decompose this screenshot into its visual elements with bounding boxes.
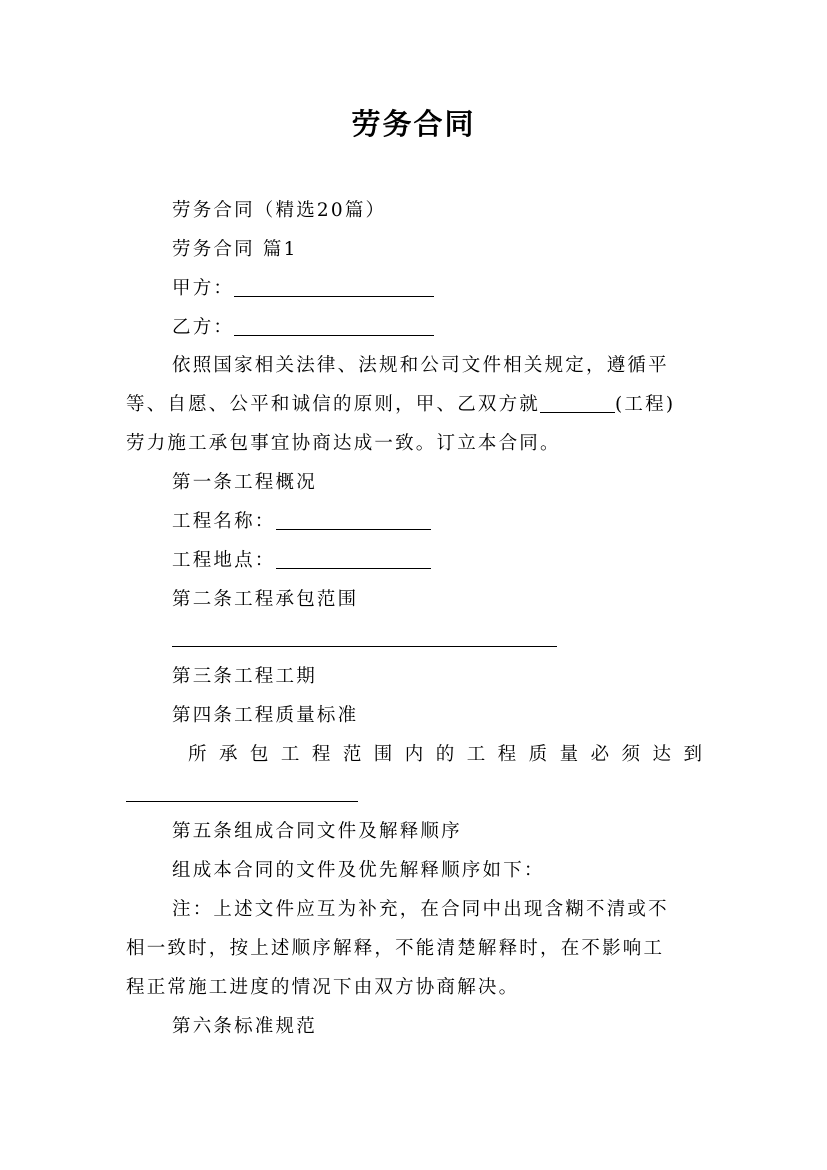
quality-blank-line <box>126 782 358 806</box>
document-title: 劳务合同 <box>351 107 476 141</box>
order-text: 组成本合同的文件及优先解释顺序如下： <box>172 860 545 881</box>
note-line-2 <box>126 937 664 961</box>
project-name-line <box>172 510 431 534</box>
project-name-label: 工程名称： <box>172 511 276 532</box>
project-site-line <box>172 549 431 573</box>
order-line <box>172 859 545 883</box>
scope-blank <box>172 628 557 647</box>
paragraph-text: 等、自愿、公平和诚信的原则，甲、乙双方就 <box>126 394 541 415</box>
paragraph-1-line-1 <box>172 354 669 378</box>
note-text: 注：上述文件应互为补充，在合同中出现含糊不清或不 <box>172 899 669 920</box>
note-text: 程正常施工进度的情况下由双方协商解决。 <box>126 977 520 998</box>
article-1-heading <box>172 471 317 495</box>
article-heading-text: 第五条组成合同文件及解释顺序 <box>172 821 462 842</box>
article-heading-text: 第四条工程质量标准 <box>172 705 359 726</box>
project-name-blank <box>276 511 431 530</box>
article-heading-text: 第六条标准规范 <box>172 1016 317 1037</box>
section-heading-text: 劳务合同 篇1 <box>172 239 298 260</box>
note-line-1 <box>172 898 669 922</box>
paragraph-1-line-3 <box>126 432 561 456</box>
article-3-heading <box>172 665 317 689</box>
article-2-heading <box>172 588 358 612</box>
article-heading-text: 第三条工程工期 <box>172 666 317 687</box>
article-4-heading <box>172 704 358 728</box>
subtitle-line <box>172 199 386 223</box>
quality-blank <box>126 783 358 802</box>
article-6-heading <box>172 1015 317 1039</box>
party-b-blank <box>234 317 434 336</box>
article-heading-text: 第一条工程概况 <box>172 472 317 493</box>
party-a-line <box>172 277 434 301</box>
project-blank <box>540 394 615 413</box>
note-text: 相一致时，按上述顺序解释，不能清楚解释时，在不影响工 <box>126 938 665 959</box>
scope-blank-line <box>172 627 557 651</box>
party-b-line <box>172 316 434 340</box>
party-a-blank <box>234 278 434 297</box>
paragraph-1-line-2 <box>126 393 675 417</box>
paragraph-text: 劳力施工承包事宜协商达成一致。订立本合同。 <box>126 433 561 454</box>
party-a-label: 甲方： <box>172 278 235 299</box>
article-heading-text: 第二条工程承包范围 <box>172 589 359 610</box>
project-site-blank <box>276 550 431 569</box>
section-heading <box>172 238 298 262</box>
note-line-3 <box>126 976 519 1000</box>
subtitle-text: 劳务合同（精选20篇） <box>172 200 387 221</box>
article-5-heading <box>172 820 462 844</box>
party-b-label: 乙方： <box>172 317 235 338</box>
project-site-label: 工程地点： <box>172 550 276 571</box>
quality-text: 所承包工程范围内的工程质量必须达到 <box>188 744 702 765</box>
quality-line <box>126 743 702 767</box>
paragraph-text: 依照国家相关法律、法规和公司文件相关规定，遵循平 <box>172 355 669 376</box>
paragraph-text: (工程) <box>615 394 676 415</box>
